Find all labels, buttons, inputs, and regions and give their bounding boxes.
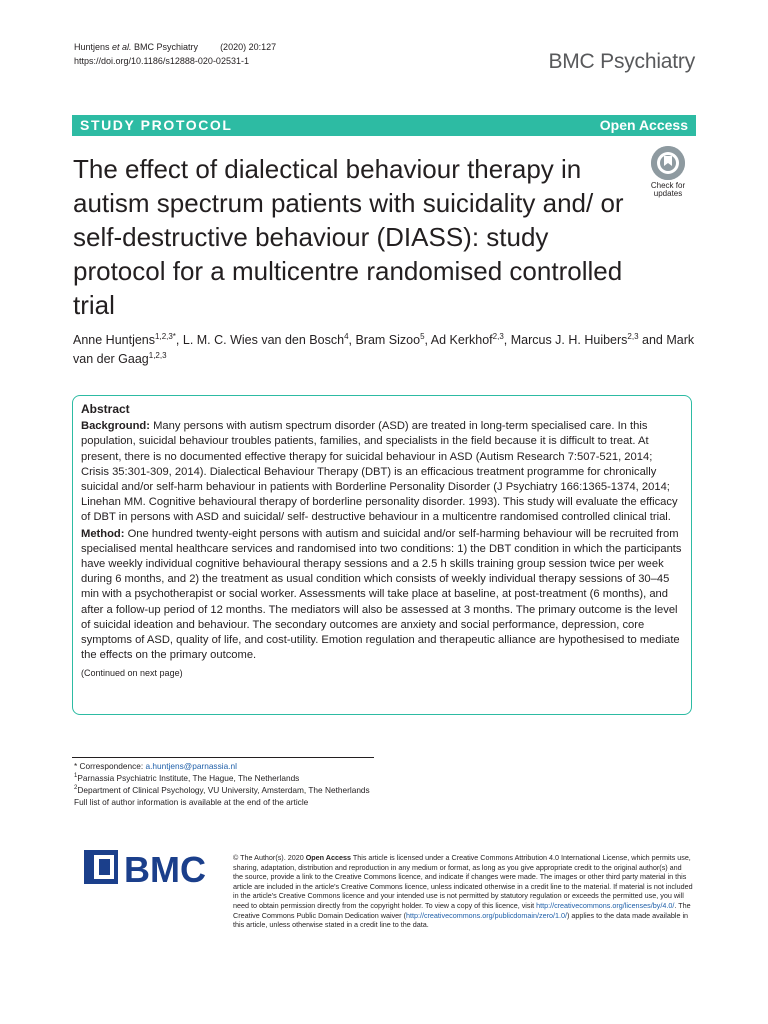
background-label: Background:	[81, 420, 150, 433]
author-affiliation: 5	[420, 331, 425, 341]
author-name[interactable]: Marcus J. H. Huibers	[510, 333, 628, 347]
full-author-info-note: Full list of author information is available at the end of the article	[74, 797, 309, 807]
abstract-method	[81, 527, 683, 664]
article-type-label: STUDY PROTOCOL	[80, 117, 233, 133]
open-access-label: Open Access	[599, 117, 688, 133]
check-updates-icon	[651, 146, 685, 180]
background-text: Many persons with autism spectrum disorder (ASD) are treated in long-term specialised care. In this population, suicidal behaviour troubles patients, families, and specialists in the field because it is difficult to treat. At present, there is no documented effective therapy for suicidal behaviour in ASD (Autism Research 7:507-521, 2014; Crisis 35:301-309, 2014). Dialectical Behaviour Therapy (DBT) is an efficacious treatment programme for chronically suicidal and/or self-harm behaviour in patients with Borderline Personality Disorder (J Psychiatry 166:1365-1374, 2014; Linehan MM. Cognitive behavioural therapy of borderline personality disorder. 1993). This study will evaluate the efficacy of DBT in persons with ASD and suicidal/ self- destructive behaviour in a multicentre randomised controlled clinical trial.	[81, 420, 678, 524]
author-affiliation: 2,3	[627, 331, 639, 341]
footnote-divider	[72, 757, 374, 758]
author-affiliation: 1,2,3*	[155, 331, 176, 341]
affiliation-1: $^1$Parnassia Psychiatric Institute, The Hague, The Netherlands	[74, 773, 300, 783]
author-name[interactable]: Ad Kerkhof	[430, 333, 493, 347]
journal-brand: BMC Psychiatry	[548, 50, 695, 73]
footnotes	[74, 760, 374, 808]
author-list: Anne Huntjens$^{1,2,3*}$, L. M. C. Wies van den Bosch$^4$, Bram Sizoo$^5$, Ad Kerkhof$^{2,3}$, Marcus J. H. Huibers$^{2,3}$ and Mark van der Gaag$^{1,2,3}$	[73, 331, 695, 366]
abstract-box	[72, 395, 692, 715]
author-affiliation: 2,3	[492, 331, 504, 341]
continued-note: (Continued on next page)	[81, 668, 183, 679]
license-statement: © The Author(s). 2020 Open Access This article is licensed under a Creative Commons Attribution 4.0 International License, which permits use, sharing, adaptation, distribution and reproduction in any medium or format, as long as you give appropriate credit to the original author(s) and the source, provide a link to the Creative Commons licence, and indicate if changes were made. The images or other third party material in this article are included in the article's Creative Commons licence, unless indicated otherwise in a credit line to the material. If material is not included in the article's Creative Commons licence and your intended use is not permitted by statutory regulation or exceeds the permitted use, you will need to obtain permission directly from the copyright holder. To view a copy of this licence, visit http://creativecommons.org/licenses/by/4.0/. The Creative Commons Public Domain Dedication waiver (http://creativecommons.org/publicdomain/zero/1.0/) applies to the data made available in this article, unless otherwise stated in a credit line to the data.	[233, 853, 693, 930]
abstract-background	[81, 419, 683, 525]
author-affiliation: 4	[344, 331, 349, 341]
citation-etal: et al.	[112, 42, 132, 52]
author-name[interactable]: Anne Huntjens	[73, 333, 156, 347]
citation-line	[74, 40, 276, 54]
author-affiliation: 1,2,3	[148, 350, 167, 360]
bmc-logo-text: BMC	[124, 850, 206, 890]
citation-year: (2020) 20:127	[220, 42, 277, 52]
check-for-updates-button[interactable]	[640, 146, 696, 202]
method-text: One hundred twenty-eight persons with autism and suicidal and/or self-harming behaviour will be recruited from specialised mental healthcare services and randomised into two conditions: 1) the DBT condition in which the participants have weekly individual cognitive behavioural therapy sessions and a 2.5 h skills training group session twice per week during 6 months, and 2) the treatment as usual condition which consists of weekly individual therapy sessions of 30–45 min with a psychotherapist or social worker. Assessments will take place at baseline, at post-treatment (6 months), and after a follow-up period of 12 months. The mediators will also be assessed at 3 months. The primary outcome is the level of suicidal ideation and behaviour. The secondary outcomes are anxiety and social performance, depression, core symptoms of ASD, quality of life, and cost-utility. Emotion regulation and therapeutic alliance are hypothesised to mediate the effects on the primary outcome.	[81, 527, 682, 662]
method-label: Method:	[81, 527, 125, 540]
article-title: The effect of dialectical behaviour therapy in autism spectrum patients with suicidality and/ or self-destructive behaviour (DIASS): study protocol for a multicentre randomised controlled trial	[73, 154, 624, 320]
author-name[interactable]: Mark van der Gaag	[73, 333, 695, 366]
citation-block	[74, 40, 276, 68]
bmc-logo	[84, 850, 216, 890]
article-type-banner	[72, 115, 696, 136]
check-updates-label: Check for updates	[650, 181, 686, 198]
doi-link[interactable]: https://doi.org/10.1186/s12888-020-02531-1	[74, 56, 249, 66]
correspondence: * Correspondence: a.huntjens@parnassia.nl	[74, 761, 237, 771]
abstract-heading: Abstract	[81, 402, 130, 416]
citation-authors: Huntjens	[74, 42, 113, 52]
citation-journal: BMC Psychiatry	[131, 42, 199, 52]
license-link[interactable]: http://creativecommons.org/licenses/by/4.0/	[536, 900, 675, 910]
affiliation-2: $^2$Department of Clinical Psychology, VU University, Amsterdam, The Netherlands	[74, 785, 370, 795]
correspondence-email-link[interactable]: a.huntjens@parnassia.nl	[145, 761, 237, 771]
public-domain-link[interactable]: http://creativecommons.org/publicdomain/zero/1.0/	[405, 910, 567, 920]
author-name[interactable]: L. M. C. Wies van den Bosch	[182, 333, 345, 347]
author-name[interactable]: Bram Sizoo	[355, 333, 421, 347]
